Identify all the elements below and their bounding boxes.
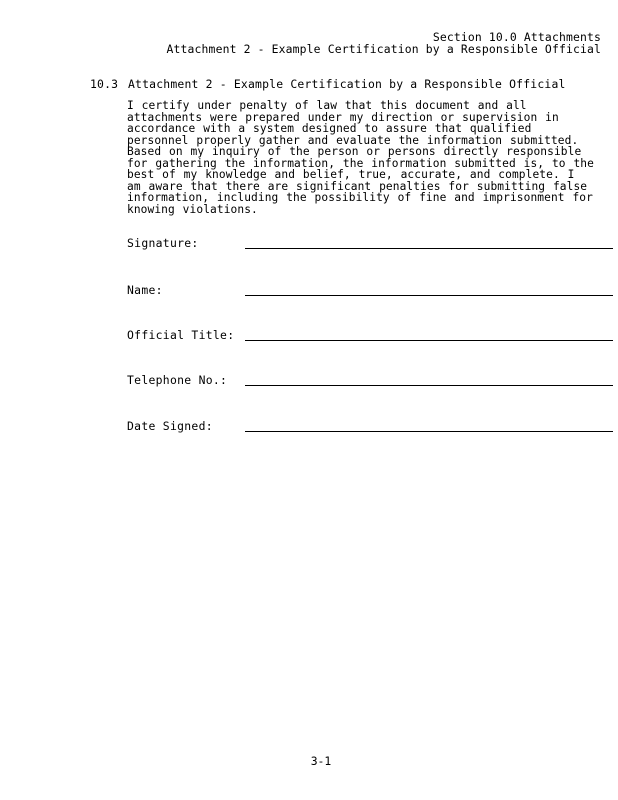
section-title: Attachment 2 - Example Certification by a Responsible Official xyxy=(128,77,566,91)
name-line[interactable] xyxy=(245,295,613,296)
header-section-title: Section 10.0 Attachments xyxy=(432,30,601,44)
name-field[interactable] xyxy=(127,284,613,302)
official-title-line[interactable] xyxy=(245,340,613,341)
official-title-label: Official Title: xyxy=(127,328,235,342)
certification-statement: I certify under penalty of law that this document and all attachments were prepared under my direction or supervision in accordance with a system designed to assure that qualified personnel properly gather and evaluate the information submitted. Based on my inquiry of the person or persons directly responsible for gathering the information, the information submitted is, to the best of my knowledge and belief, true, accurate, and complete. I am aware that there are significant penalties for submitting false information, including the possibility of fine and imprisonment for knowing violations. xyxy=(127,99,594,216)
signature-label: Signature: xyxy=(127,236,199,250)
section-heading xyxy=(90,78,566,90)
telephone-label: Telephone No.: xyxy=(127,373,228,387)
running-header xyxy=(167,32,601,55)
telephone-line[interactable] xyxy=(245,385,613,386)
header-attachment-title: Attachment 2 - Example Certification by a Responsible Official xyxy=(166,41,601,56)
telephone-field[interactable] xyxy=(127,374,613,392)
date-signed-field[interactable] xyxy=(127,420,613,438)
date-signed-line[interactable] xyxy=(245,431,613,432)
signature-field[interactable] xyxy=(127,237,613,255)
date-signed-label: Date Signed: xyxy=(127,419,213,433)
section-number: 10.3 xyxy=(90,77,119,91)
page-number: 3-1 xyxy=(310,754,332,768)
official-title-field[interactable] xyxy=(127,329,613,347)
signature-line[interactable] xyxy=(245,248,613,249)
name-label: Name: xyxy=(127,283,163,297)
